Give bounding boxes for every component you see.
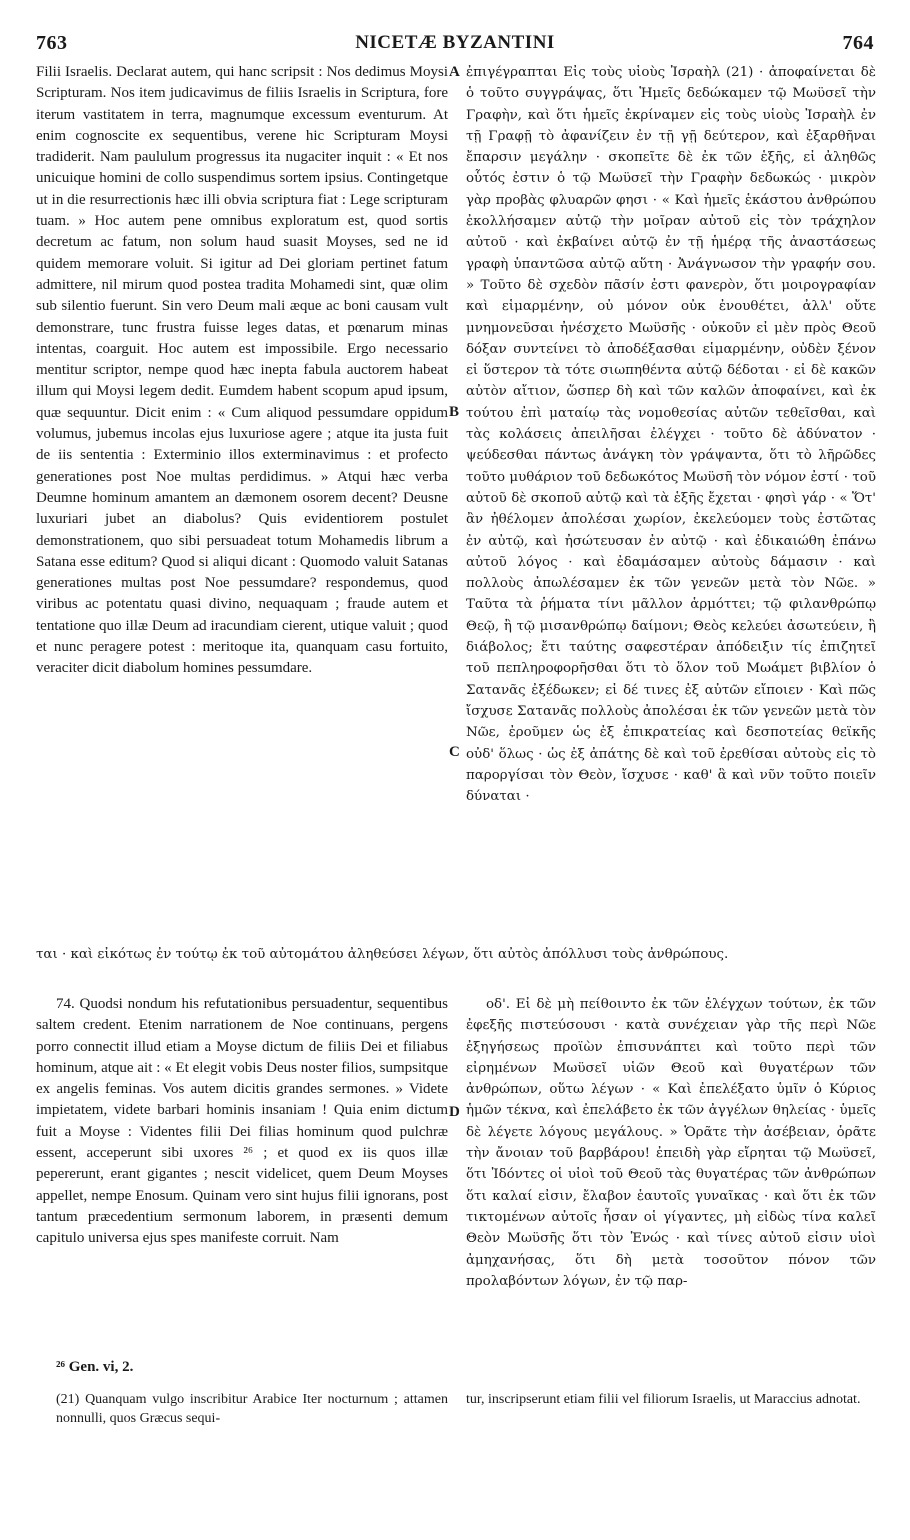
- running-header: [36, 28, 874, 58]
- greek-paragraph: ἐπιγέγραπται Εἰς τοὺς υἱοὺς Ἰσραὴλ (21) · ἀποφαίνεται δὲ ὁ τοῦτο συγγράψας, ὅτι Ἡμεῖς δεδώκαμεν τῷ Μωϋσεῖ τὴν Γραφὴν, καὶ ὅτι ἡμεῖς ἐκρίναμεν εἰς τοὺς υἱοὺς Ἰσραὴλ ἐν τῇ Γραφῇ τὸ ἀφανίζειν ἐν τῇ γῇ δεύτερον, καὶ ἐξαρθῆναι ἔπαρσιν μεγάλην · σκοπεῖτε δὲ ἐκ τῶν ἑξῆς, εἰ ἀληθῶς οὗτός ἐστιν ὁ τῷ Μωϋσεῖ τὴν Γραφὴν δεδωκώς · μικρὸν γὰρ προβὰς φλυαρῶν φησι · « Καὶ ἡμεῖς ἑκάστου ἀνθρώπου ἐκολλήσαμεν αὐτῷ τὴν μοῖραν αὐτοῦ εἰς τὸν τράχηλον αὐτοῦ · καὶ ἐκβαίνει αὐτῷ ἐν τῇ ἡμέρᾳ τῆς ἀναστάσεως γραφὴ ὑπαντῶσα αὐτῷ αὕτη · Ἀνάγνωσον τὴν γραφήν σου. » Τοῦτο δὲ σχεδὸν πᾶσίν ἐστι φανερὸν, ὅτι μοιρογραφίαν καὶ εἱμαρμένην, οὐ μόνον οὐκ ἐνουθέτει, ἀλλ' οὔτε μνημονεῦσαι ἠνέσχετο Μωϋσῆς · οὐκοῦν εἰ μὲν πρὸς Θεοῦ δόξαν συντείνει τὸ ἀποδέξασθαι εἱμαρμένην, οὐδὲν ξένον εἰ ὕστερον τὰ τότε σιωπηθέντα αὐτῷ δέδοται · εἰ δὲ κακῶν αὐτὸν αἴτιον, ὥσπερ δὴ καὶ τῶν καλῶν ἀποφαίνει, καὶ ἐκ τούτου ἐπὶ ματαίῳ τὰς νομοθεσίας αὐτῶν τεθεῖσθαι, καὶ τὰς κολάσεις ἀπειλῆσαι ἐλέγχει · τοῦτο δὲ ἀδύνατον · ψεύδεσθαι πάντως ἀνάγκη τὸν γράψαντα, ὅτι τὸ λῆρῶδες τοῦτο μυθάριον τοῦ δεδωκότος Μωϋσῆ τὸν νόμον ἐστί · τοῦ αὐτοῦ δὲ σκοποῦ αὐτῷ καὶ τὰ ἑξῆς ἔχεται · φησὶ γάρ · « Ὅτ' ἂν ἠθέλομεν ἀπολέσαι χωρίον, ἐκελεύομεν τοὺς ἐστῶτας ἐν αὐτῷ, καὶ ἠσώτευσαν ἐν αὐτῷ · καὶ ἐδικαιώθη ἐπάνω αὐτοῦ λόγος · καὶ ἐδαμάσαμεν αὐτοὺς δάμασιν · καὶ πολλοὺς ἀπωλέσαμεν ἐκ τῶν γενεῶν μετὰ τὸν Νῶε. » Ταῦτα τὰ ῥήματα τίνι μᾶλλον ἁρμόττει; τῷ φιλανθρώπῳ Θεῷ, ἢ τῷ μισανθρώπῳ δαίμονι; Θεὸς κελεύει ἀσωτεύειν, ἢ διάβολος; ἔτι ταύτης σαφεστέραν ἀπόδειξιν τίς ἐπιζητεῖ τοῦ πεπληροφορῆσθαι ὅτι τὸ ὅλον τοῦ Μωάμετ βιβλίον ὁ Σατανᾶς ἐξέδωκεν; εἰ δέ τινες ἐξ αὐτῶν εἴποιεν · Καὶ πῶς ἴσχυσε Σατανᾶς πολλοὺς ἀπολέσαι ἐκ τῶν γενεῶν μετὰ τὸν Νῶε, ἐροῦμεν ὡς ἐξ ἐπικρατείας καὶ δεσποτείας θεϊκῆς οὐδ' ὅλως · ὡς ἐξ ἀπάτης δὲ καὶ τοῦ ἐρεθίσαι αὐτοὺς εἰς τὸ παροργίσαι τὸν Θεὸν, ἴσχυσε · καθ' ἃ καὶ νῦν τοῦτο ποιεῖν δύναται ·: [466, 65, 876, 805]
- footnote-21-left: (21) Quanquam vulgo inscribitur Arabice Iter nocturnum ; attamen nonnulli, quos Græcus sequi-: [56, 1392, 448, 1426]
- margin-marker-a: A: [449, 64, 460, 80]
- latin-column-lower: [36, 994, 448, 1250]
- greek-spanning-line: ται · καὶ εἰκότως ἐν τούτῳ ἐκ τοῦ αὐτομάτου ἀληθεύσει λέγων, ὅτι αὐτὸς ἀπόλλυσι τοὺς ἀνθρώπους.: [36, 947, 729, 962]
- greek-column-lower: [466, 994, 876, 1292]
- scripture-reference: ²⁶ Gen. vi, 2.: [56, 1359, 134, 1375]
- page-number-right: 764: [842, 32, 874, 54]
- greek-paragraph-74: οδ'. Εἰ δὲ μὴ πείθοιντο ἐκ τῶν ἐλέγχων τούτων, ἐκ τῶν ἐφεξῆς πιστεύσουσι · κατὰ συνέχειαν γὰρ τῆς περὶ Νῶε ἐξηγήσεως προϊὼν ἐπισυνάπτει καὶ τοῦτο περὶ τῶν εἰρημένων Μωϋσεῖ υἱῶν Θεοῦ καὶ θυγατέρων τῶν ἀνθρώπων, οὕτω λέγων · « Καὶ ἐπελέξατο ὑμῖν ὁ Κύριος ἡμῶν τέκνα, καὶ ἐπελάβετο ἐκ τῶν ἀγγέλων θηλείας · ὑμεῖς δὲ λέγετε λόγους μεγάλους. » Ὁρᾶτε τὴν ἀσέβειαν, ὁρᾶτε τὴν ἄνοιαν τοῦ βαρβάρου! ἐπειδὴ γὰρ εἴρηται τῷ Μωϋσεῖ, ὅτι Ἰδόντες οἱ υἱοὶ τοῦ Θεοῦ τὰς θυγατέρας τῶν ἀνθρώπων ὅτι καλαί εἰσιν, ἔλαβον ἑαυτοῖς γυναῖκας · καὶ ὅτι ἐκ τῶν τικτομένων αὐτοῖς ἦσαν οἱ γίγαντες, μὴ εἰδὼς τίνα καλεῖ Θεὸν Μωϋσῆς ὅτι τὸν Ἐνώς · καὶ τίνες αὐτοῦ εἰσιν υἱοὶ ἀμηχανήσας, ὅτι δὴ μετὰ τοσοῦτον πόνον τῶν προλαβόντων λόγων, ἐν τῷ παρ-: [466, 997, 876, 1289]
- latin-paragraph: Filii Israelis. Declarat autem, qui hanc scripsit : Nos dedimus Moysi Scripturam. Nos item judicavimus de filiis Israelis in Scriptura, fore iterum vastitatem in terra, magnumque excessum eventurum. At enim cognoscite ex sequentibus, verene hic Scripturam Moysi tradiderit. Nam paululum progressus ita nugaciter inquit : « Et nos unicuique homini de collo suspendimus sortem ipsius. Contingetque ut in die resurrectionis hæc illi obvia scriptura fiat : Lege scripturam tuam. » Hoc autem pene omnibus exploratum est, quod sortis decretum ac fatum, non solum haud suasit Moyses, sed ne id quidem memorare voluit. Si igitur ad Dei gloriam pertinet fatum admittere, nil mirum quod postea tradita Mohamedi sint, quæ olim sub silentio fuerunt. Sin vero Deum mali æque ac boni causam vult demonstrare, tunc frustra fuisse leges datas, et pœnarum minas intentas, coarguit. Hoc autem est impossibile. Ergo necessario mentitur scriptor, nempe quod hæc inepta fabula auctorem habeat illum qui Moysi legem dedit. Eumdem habent scopum apud ipsum, quæ sequuntur. Dicit enim : « Cum aliquod pessumdare oppidum volumus, jubemus incolas ejus luxuriose agere ; atque ita justa fuit de iis sententia : Exterminio illos exterminavimus : et profecto generationes post Noe multas perdidimus. » Atqui hæc verba Deumne hominum amantem an dæmonem osorem decent? Deusne luxuriari jubet an diabolus? Quis evidentiorem postulet demonstrationem, quo sibi persuadeat totum Mohamedis librum a Satana esse editum? Quod si aliqui dicant : Quomodo valuit Satanas generationes multas post Noe pessumdare? respondemus, quod viribus ac potentatu quasi divino, nequaquam ; fraude autem et tentatione quo illæ Deum ad iracundiam cierent, utique valuit ; quod et nunc peragere potest : meritoque ita, quanquam casu fortuito, veraciter dicit diabolum homines pessumdare.: [36, 64, 448, 677]
- footnote-21-right: tur, inscripserunt etiam filii vel filiorum Israelis, ut Maraccius adnotat.: [466, 1392, 861, 1407]
- greek-column-upper: [466, 62, 876, 807]
- page-number-left: 763: [36, 32, 68, 54]
- margin-marker-c: C: [449, 744, 460, 760]
- running-title: NICETÆ BYZANTINI: [355, 32, 555, 53]
- latin-column-upper: [36, 62, 448, 680]
- latin-paragraph-74: 74. Quodsi nondum his refutationibus persuadentur, sequentibus saltem credent. Etenim narrationem de Noe continuans, pergens porro connectit illud etiam a Moyse dictum de filiis Dei et filiabus hominum, atque ait : « Et elegit vobis Deus noster filios, sumpsitque ex angelis feminas. Vos autem dicitis grandes sermones. » Videte impietatem, videte barbari hominis insaniam ! Quia enim dictum fuit a Moyse : Videntes filii Dei filias hominum quod pulchræ essent, acceperunt sibi uxores ²⁶ ; et quod ex iis quos illæ pepererunt, erant gigantes ; nescit videlicet, quem Deum Moyses appellet, nempe Enosum. Quinam vero sint hujus filii ignorans, post tantum præcedentium sermonum laborem, in præsenti demum capitulo universa ejus spes manifeste corruit. Nam: [36, 996, 448, 1247]
- margin-marker-d: D: [449, 1104, 460, 1120]
- margin-marker-b: B: [449, 404, 460, 420]
